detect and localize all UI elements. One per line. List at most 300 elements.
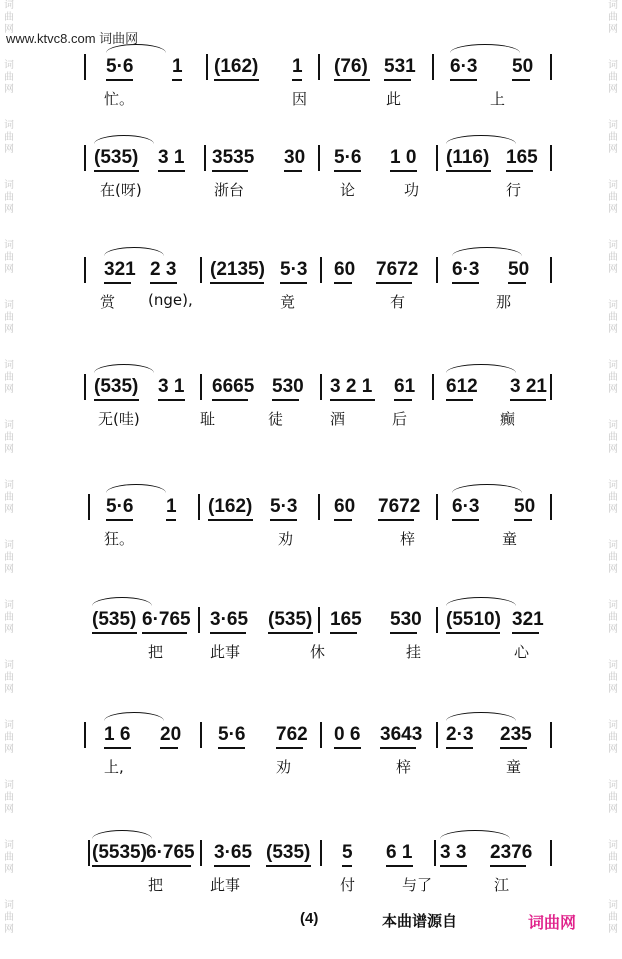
watermark-char: 网 xyxy=(4,804,14,815)
lyric-text: 与了 xyxy=(402,876,433,894)
watermark-group xyxy=(606,780,620,816)
note-group: 2·3 xyxy=(446,724,474,745)
note-group: 5·6 xyxy=(106,496,134,517)
watermark-char: 词 xyxy=(608,60,618,71)
note-group: 612 xyxy=(446,376,478,397)
slur xyxy=(450,44,520,53)
watermark-char: 曲 xyxy=(608,372,618,383)
beam-line xyxy=(514,519,532,521)
watermark-char: 曲 xyxy=(608,852,618,863)
watermark-left xyxy=(2,0,16,959)
watermark-char: 词 xyxy=(4,300,14,311)
note-group: 1 xyxy=(166,496,177,517)
beam-line xyxy=(452,519,479,521)
beam-line xyxy=(330,632,357,634)
beam-line xyxy=(510,399,546,401)
watermark-char: 曲 xyxy=(608,612,618,623)
watermark-group xyxy=(2,240,16,276)
watermark-char: 曲 xyxy=(4,612,14,623)
watermark-char: 网 xyxy=(608,744,618,755)
note-group: 6 1 xyxy=(386,842,413,863)
beam-line xyxy=(378,519,414,521)
lyric-text: 有 xyxy=(390,293,406,311)
beam-line xyxy=(158,399,185,401)
beam-line xyxy=(334,282,352,284)
note-group: 165 xyxy=(330,609,362,630)
bar-line xyxy=(436,722,438,748)
watermark-char: 曲 xyxy=(4,72,14,83)
lyric-text: 梓 xyxy=(400,530,416,548)
lyric-text: 狂。 xyxy=(104,530,135,548)
lyric-text: 在(呀) xyxy=(100,181,142,199)
beam-line xyxy=(270,519,297,521)
watermark-group xyxy=(606,120,620,156)
lyric-text: 徒 xyxy=(268,410,284,428)
bar-line xyxy=(436,145,438,171)
watermark-group xyxy=(2,480,16,516)
note-group: 60 xyxy=(334,496,356,517)
watermark-char: 网 xyxy=(4,384,14,395)
watermark-char: 词 xyxy=(4,60,14,71)
note-group: 6·3 xyxy=(450,56,478,77)
watermark-group xyxy=(606,840,620,876)
bar-line xyxy=(204,145,206,171)
watermark-char: 曲 xyxy=(608,912,618,923)
note-group: (535) xyxy=(268,609,313,630)
watermark-char: 曲 xyxy=(608,312,618,323)
bar-line xyxy=(550,54,552,80)
watermark-char: 网 xyxy=(4,624,14,635)
bar-line xyxy=(88,840,90,866)
bar-line xyxy=(84,54,86,80)
note-group: 3 3 xyxy=(440,842,467,863)
watermark-group xyxy=(606,720,620,756)
watermark-char: 词 xyxy=(608,780,618,791)
slur xyxy=(446,135,516,144)
watermark-char: 曲 xyxy=(4,372,14,383)
watermark-group xyxy=(2,120,16,156)
watermark-char: 曲 xyxy=(4,672,14,683)
beam-line xyxy=(272,399,299,401)
note-group: (162) xyxy=(208,496,253,517)
note-group: 3 21 xyxy=(510,376,547,397)
watermark-char: 词 xyxy=(4,180,14,191)
watermark-char: 词 xyxy=(608,240,618,251)
watermark-char: 词 xyxy=(4,660,14,671)
lyric-text: 把 xyxy=(148,876,164,894)
watermark-char: 网 xyxy=(608,444,618,455)
bar-line xyxy=(436,257,438,283)
beam-line xyxy=(500,747,527,749)
beam-line xyxy=(284,170,302,172)
note-group: 235 xyxy=(500,724,532,745)
watermark-char: 词 xyxy=(608,360,618,371)
note-group: 321 xyxy=(104,259,136,280)
beam-line xyxy=(446,170,491,172)
slur xyxy=(446,712,516,721)
brand-logo[interactable]: 词曲网 xyxy=(528,915,577,932)
watermark-group xyxy=(606,360,620,396)
watermark-char: 曲 xyxy=(4,792,14,803)
note-group: 6·3 xyxy=(452,259,480,280)
slur xyxy=(106,484,166,493)
note-group: 5·3 xyxy=(270,496,298,517)
beam-line xyxy=(450,79,477,81)
beam-line xyxy=(106,79,133,81)
beam-line xyxy=(104,747,131,749)
slur xyxy=(452,247,522,256)
watermark-char: 网 xyxy=(608,24,618,35)
watermark-char: 曲 xyxy=(608,792,618,803)
watermark-char: 网 xyxy=(608,924,618,935)
beam-line xyxy=(208,519,253,521)
slur xyxy=(94,135,154,144)
watermark-group xyxy=(606,0,620,36)
beam-line xyxy=(390,170,417,172)
watermark-char: 词 xyxy=(4,840,14,851)
lyric-text: 劝 xyxy=(276,758,292,776)
beam-line xyxy=(106,519,133,521)
watermark-group xyxy=(606,420,620,456)
watermark-char: 曲 xyxy=(608,552,618,563)
beam-line xyxy=(172,79,182,81)
watermark-char: 网 xyxy=(4,564,14,575)
bar-line xyxy=(550,374,552,400)
watermark-char: 曲 xyxy=(4,852,14,863)
beam-line xyxy=(446,399,473,401)
beam-line xyxy=(276,747,303,749)
watermark-char: 词 xyxy=(608,420,618,431)
watermark-char: 词 xyxy=(608,840,618,851)
watermark-char: 曲 xyxy=(4,252,14,263)
watermark-group xyxy=(606,180,620,216)
watermark-char: 网 xyxy=(608,864,618,875)
note-group: 5·6 xyxy=(218,724,246,745)
watermark-char: 网 xyxy=(608,504,618,515)
beam-line xyxy=(212,399,248,401)
beam-line xyxy=(446,632,500,634)
watermark-group xyxy=(606,300,620,336)
watermark-group xyxy=(606,660,620,696)
bar-line xyxy=(320,722,322,748)
bar-line xyxy=(550,145,552,171)
note-group: (2135) xyxy=(210,259,265,280)
watermark-char: 网 xyxy=(608,384,618,395)
bar-line xyxy=(84,374,86,400)
watermark-char: 网 xyxy=(4,324,14,335)
lyric-text: 心 xyxy=(514,643,530,661)
watermark-char: 网 xyxy=(4,444,14,455)
slur xyxy=(440,830,510,839)
lyric-text: 付 xyxy=(340,876,356,894)
beam-line xyxy=(512,79,530,81)
lyric-text: 功 xyxy=(404,181,420,199)
beam-line xyxy=(94,399,139,401)
lyric-text: 无(哇) xyxy=(98,410,140,428)
note-group: 531 xyxy=(384,56,416,77)
watermark-char: 词 xyxy=(608,300,618,311)
note-group: 6·765 xyxy=(146,842,195,863)
note-group: 5·6 xyxy=(106,56,134,77)
beam-line xyxy=(334,747,361,749)
watermark-char: 网 xyxy=(4,144,14,155)
note-group: 3·65 xyxy=(210,609,249,630)
watermark-char: 网 xyxy=(608,264,618,275)
beam-line xyxy=(214,79,259,81)
watermark-group xyxy=(2,780,16,816)
note-group: 1 6 xyxy=(104,724,131,745)
bar-line xyxy=(318,145,320,171)
watermark-char: 网 xyxy=(4,744,14,755)
bar-line xyxy=(84,145,86,171)
watermark-char: 曲 xyxy=(608,492,618,503)
note-group: 321 xyxy=(512,609,544,630)
watermark-group xyxy=(606,240,620,276)
beam-line xyxy=(440,865,467,867)
beam-line xyxy=(380,747,416,749)
bar-line xyxy=(318,494,320,520)
beam-line xyxy=(376,282,412,284)
bar-line xyxy=(200,257,202,283)
watermark-char: 曲 xyxy=(4,552,14,563)
beam-line xyxy=(292,79,302,81)
beam-line xyxy=(508,282,526,284)
lyric-text: 劝 xyxy=(278,530,294,548)
lyric-text: 童 xyxy=(502,530,518,548)
note-group: 3643 xyxy=(380,724,423,745)
lyric-text: 竟 xyxy=(280,293,296,311)
note-group: 165 xyxy=(506,147,538,168)
lyric-text: 把 xyxy=(148,643,164,661)
watermark-group xyxy=(606,540,620,576)
watermark-char: 曲 xyxy=(4,12,14,23)
watermark-group xyxy=(606,900,620,936)
beam-line xyxy=(104,282,131,284)
note-group: 1 xyxy=(292,56,303,77)
bar-line xyxy=(318,54,320,80)
note-group: 30 xyxy=(284,147,306,168)
watermark-group xyxy=(2,540,16,576)
watermark-char: 曲 xyxy=(4,312,14,323)
slur xyxy=(452,484,522,493)
watermark-char: 曲 xyxy=(608,132,618,143)
watermark-char: 词 xyxy=(4,120,14,131)
beam-line xyxy=(334,519,352,521)
bar-line xyxy=(318,607,320,633)
beam-line xyxy=(218,747,245,749)
bar-line xyxy=(436,494,438,520)
slur xyxy=(446,364,516,373)
beam-line xyxy=(94,170,139,172)
lyric-text: 酒 xyxy=(330,410,346,428)
note-group: 1 xyxy=(172,56,183,77)
watermark-char: 网 xyxy=(608,804,618,815)
bar-line xyxy=(320,840,322,866)
bar-line xyxy=(320,257,322,283)
beam-line xyxy=(146,865,191,867)
slur xyxy=(92,830,152,839)
watermark-char: 词 xyxy=(4,900,14,911)
slur xyxy=(92,597,152,606)
lyric-text: 那 xyxy=(496,293,512,311)
watermark-char: 曲 xyxy=(4,732,14,743)
note-group: 2 3 xyxy=(150,259,177,280)
beam-line xyxy=(268,632,313,634)
watermark-char: 曲 xyxy=(608,192,618,203)
watermark-group xyxy=(2,180,16,216)
beam-line xyxy=(490,865,526,867)
lyric-text: 挂 xyxy=(406,643,422,661)
bar-line xyxy=(432,374,434,400)
note-group: 6·765 xyxy=(142,609,191,630)
note-group: 3·65 xyxy=(214,842,253,863)
note-group: 3 2 1 xyxy=(330,376,373,397)
lyric-text: 忙。 xyxy=(104,90,135,108)
watermark-char: 网 xyxy=(608,204,618,215)
note-group: (76) xyxy=(334,56,368,77)
watermark-char: 网 xyxy=(4,924,14,935)
beam-line xyxy=(160,747,178,749)
bar-line xyxy=(88,494,90,520)
lyric-text: 后 xyxy=(392,410,408,428)
watermark-char: 词 xyxy=(4,240,14,251)
note-group: 3 1 xyxy=(158,147,185,168)
bar-line xyxy=(432,54,434,80)
watermark-right xyxy=(606,0,620,959)
note-group: 7672 xyxy=(378,496,421,517)
watermark-char: 词 xyxy=(4,0,14,11)
note-group: (162) xyxy=(214,56,259,77)
note-group: 0 6 xyxy=(334,724,361,745)
lyric-text: 癫 xyxy=(500,410,516,428)
note-group: 6·3 xyxy=(452,496,480,517)
watermark-char: 网 xyxy=(4,204,14,215)
bar-line xyxy=(84,257,86,283)
note-group: (535) xyxy=(266,842,311,863)
watermark-group xyxy=(2,660,16,696)
watermark-char: 词 xyxy=(4,780,14,791)
beam-line xyxy=(446,747,473,749)
beam-line xyxy=(92,865,146,867)
slur xyxy=(104,247,164,256)
beam-line xyxy=(334,170,361,172)
beam-line xyxy=(214,865,250,867)
bar-line xyxy=(200,722,202,748)
beam-line xyxy=(452,282,479,284)
watermark-char: 曲 xyxy=(4,132,14,143)
watermark-group xyxy=(2,420,16,456)
beam-line xyxy=(512,632,539,634)
watermark-char: 网 xyxy=(608,564,618,575)
note-group: 3535 xyxy=(212,147,255,168)
watermark-char: 词 xyxy=(608,180,618,191)
bar-line xyxy=(206,54,208,80)
lyric-text: 耻 xyxy=(200,410,216,428)
note-group: 60 xyxy=(334,259,356,280)
bar-line xyxy=(550,840,552,866)
beam-line xyxy=(330,399,375,401)
watermark-char: 词 xyxy=(4,360,14,371)
watermark-char: 曲 xyxy=(608,252,618,263)
watermark-char: 网 xyxy=(4,84,14,95)
note-group: 5·3 xyxy=(280,259,308,280)
source-note: 本曲谱源自 xyxy=(382,913,458,930)
beam-line xyxy=(394,399,412,401)
watermark-char: 曲 xyxy=(608,72,618,83)
bar-line xyxy=(550,494,552,520)
beam-line xyxy=(142,632,187,634)
note-group: 3 1 xyxy=(158,376,185,397)
note-group: (535) xyxy=(94,147,139,168)
slur xyxy=(446,597,516,606)
watermark-char: 网 xyxy=(4,684,14,695)
lyric-text: 因 xyxy=(292,90,308,108)
watermark-group xyxy=(2,900,16,936)
watermark-char: 词 xyxy=(608,0,618,11)
watermark-char: 词 xyxy=(608,540,618,551)
watermark-group xyxy=(2,720,16,756)
watermark-char: 词 xyxy=(608,480,618,491)
beam-line xyxy=(210,632,246,634)
note-group: 50 xyxy=(508,259,530,280)
watermark-group xyxy=(606,600,620,636)
bar-line xyxy=(200,840,202,866)
watermark-char: 曲 xyxy=(608,732,618,743)
note-group: 7672 xyxy=(376,259,419,280)
note-group: 762 xyxy=(276,724,308,745)
beam-line xyxy=(390,632,417,634)
watermark-char: 网 xyxy=(608,684,618,695)
watermark-group xyxy=(606,480,620,516)
watermark-group xyxy=(2,600,16,636)
lyric-text: 此事 xyxy=(210,643,241,661)
site-header[interactable]: www.ktvc8.com 词曲网 xyxy=(6,31,139,46)
lyric-text: 论 xyxy=(340,181,356,199)
watermark-char: 曲 xyxy=(608,432,618,443)
watermark-char: 网 xyxy=(608,324,618,335)
note-group: (535) xyxy=(94,376,139,397)
note-group: (5510) xyxy=(446,609,501,630)
beam-line xyxy=(334,79,370,81)
watermark-char: 词 xyxy=(4,720,14,731)
lyric-text: 上, xyxy=(104,758,124,776)
watermark-group xyxy=(2,840,16,876)
watermark-char: 词 xyxy=(608,600,618,611)
note-group: 61 xyxy=(394,376,416,397)
note-group: 530 xyxy=(272,376,304,397)
beam-line xyxy=(212,170,248,172)
lyric-text: 梓 xyxy=(396,758,412,776)
bar-line xyxy=(198,607,200,633)
watermark-char: 网 xyxy=(4,264,14,275)
note-group: (535) xyxy=(92,609,137,630)
page-number: (4) xyxy=(300,910,319,927)
watermark-char: 网 xyxy=(4,864,14,875)
note-group: 5·6 xyxy=(334,147,362,168)
bar-line xyxy=(550,257,552,283)
watermark-group xyxy=(2,300,16,336)
lyric-text: 江 xyxy=(494,876,510,894)
watermark-char: 词 xyxy=(4,540,14,551)
slur xyxy=(104,712,164,721)
beam-line xyxy=(166,519,176,521)
note-group: 20 xyxy=(160,724,182,745)
beam-line xyxy=(210,282,264,284)
lyric-text: 行 xyxy=(506,181,522,199)
watermark-char: 词 xyxy=(608,120,618,131)
bar-line xyxy=(436,607,438,633)
watermark-char: 词 xyxy=(4,600,14,611)
